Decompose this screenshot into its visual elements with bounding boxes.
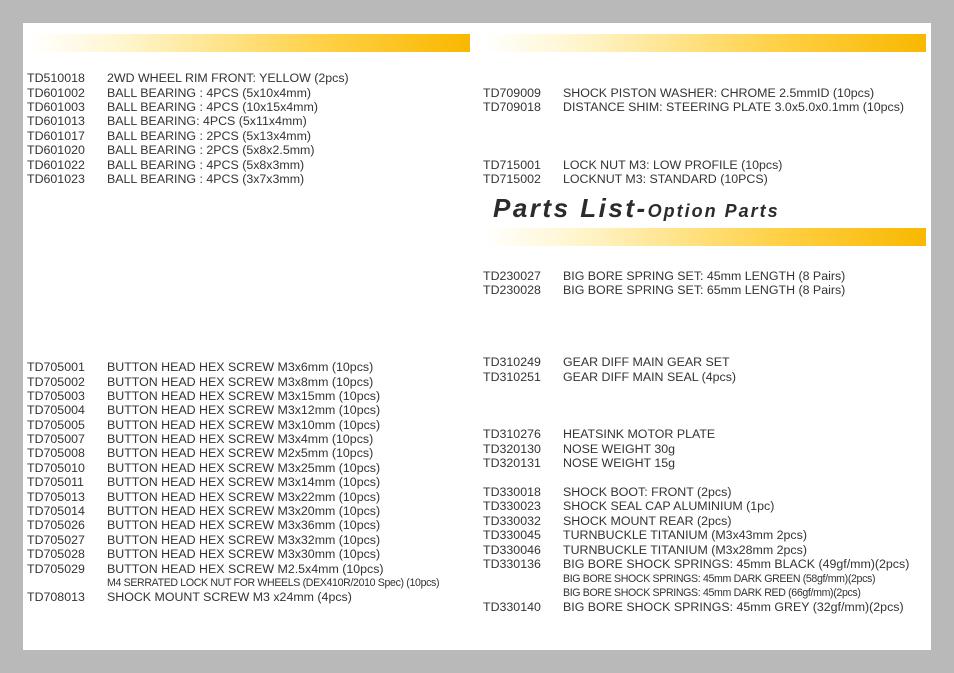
- title-dash: -: [636, 193, 648, 223]
- right-header-bar: [483, 34, 926, 52]
- part-description: GEAR DIFF MAIN SEAL (4pcs): [563, 370, 737, 384]
- part-code: TD601013: [27, 114, 85, 128]
- part-code: TD601002: [27, 85, 85, 100]
- part-description: BUTTON HEAD HEX SCREW M3x14mm (10pcs): [107, 475, 381, 489]
- part-description: BIG BORE SPRING SET: 45mm LENGTH (8 Pairs): [563, 269, 846, 283]
- part-code: TD601017: [27, 129, 85, 143]
- part-description: BIG BORE SHOCK SPRINGS: 45mm BLACK (49gf/mm)(2pcs): [563, 557, 910, 571]
- part-description: M4 SERRATED LOCK NUT FOR WHEELS (DEX410R/2010 Spec) (10pcs): [107, 577, 440, 589]
- part-description: 2WD WHEEL RIM FRONT: YELLOW (2pcs): [107, 71, 349, 85]
- part-description: BUTTON HEAD HEX SCREW M3x10mm (10pcs): [107, 418, 381, 432]
- part-description: SHOCK BOOT: FRONT (2pcs): [563, 485, 732, 499]
- part-description: BUTTON HEAD HEX SCREW M3x6mm (10pcs): [107, 360, 374, 374]
- part-description: BUTTON HEAD HEX SCREW M2x5mm (10pcs): [107, 446, 374, 460]
- part-code: TD330140: [483, 600, 541, 614]
- part-description: BALL BEARING: 4PCS (5x11x4mm): [107, 114, 307, 128]
- part-code: TD715001: [483, 158, 541, 172]
- part-code: TD601003: [27, 100, 85, 114]
- part-code: TD230028: [483, 283, 541, 297]
- part-description: TURNBUCKLE TITANIUM (M3x43mm 2pcs): [563, 528, 807, 542]
- part-code: TD705003: [27, 389, 85, 403]
- part-code: TD330032: [483, 514, 541, 528]
- part-code: TD708013: [27, 590, 85, 604]
- part-description: BUTTON HEAD HEX SCREW M3x32mm (10pcs): [107, 533, 381, 547]
- part-code: TD705008: [27, 446, 85, 460]
- part-description: BUTTON HEAD HEX SCREW M2.5x4mm (10pcs): [107, 562, 384, 576]
- part-code: TD601022: [27, 158, 85, 172]
- part-description: TURNBUCKLE TITANIUM (M3x28mm 2pcs): [563, 543, 807, 557]
- part-code: TD601020: [27, 143, 85, 157]
- part-code: TD705005: [27, 418, 85, 432]
- part-description: NOSE WEIGHT 15g: [563, 456, 676, 470]
- part-description: SHOCK PISTON WASHER: CHROME 2.5mmID (10pcs): [563, 86, 875, 100]
- part-description: SHOCK MOUNT REAR (2pcs): [563, 514, 732, 528]
- part-description: BALL BEARING : 4PCS (5x8x3mm): [107, 158, 305, 172]
- part-description: BIG BORE SHOCK SPRINGS: 45mm DARK RED (66gf/mm)(2pcs): [563, 587, 861, 599]
- part-code: TD705011: [27, 475, 84, 489]
- part-description: NOSE WEIGHT 30g: [563, 442, 676, 456]
- part-description: BUTTON HEAD HEX SCREW M3x15mm (10pcs): [107, 389, 381, 403]
- part-description: SHOCK SEAL CAP ALUMINIUM (1pc): [563, 499, 775, 513]
- part-description: BIG BORE SPRING SET: 65mm LENGTH (8 Pairs): [563, 283, 846, 297]
- part-code: TD715002: [483, 172, 541, 186]
- part-code: TD709018: [483, 100, 541, 114]
- part-code: TD705001: [27, 360, 85, 374]
- part-code: TD705027: [27, 533, 85, 547]
- page-title: [493, 193, 780, 224]
- part-description: BUTTON HEAD HEX SCREW M3x25mm (10pcs): [107, 461, 381, 475]
- part-description: BUTTON HEAD HEX SCREW M3x12mm (10pcs): [107, 403, 381, 417]
- part-code: TD705010: [27, 461, 85, 475]
- part-description: BALL BEARING : 2PCS (5x13x4mm): [107, 129, 312, 143]
- part-code: TD705028: [27, 547, 85, 561]
- part-description: GEAR DIFF MAIN GEAR SET: [563, 355, 730, 369]
- part-code: TD320131: [483, 456, 541, 470]
- left-header-bar: [30, 34, 470, 52]
- part-code: TD709009: [483, 86, 541, 100]
- part-code: TD705002: [27, 375, 85, 389]
- title-sub: Option Parts: [647, 201, 780, 221]
- part-code: TD601023: [27, 172, 85, 186]
- part-code: TD310249: [483, 355, 541, 369]
- part-code: TD330045: [483, 528, 541, 542]
- part-description: BALL BEARING : 4PCS (10x15x4mm): [107, 100, 318, 114]
- part-code: TD310251: [483, 370, 541, 384]
- part-description: BIG BORE SHOCK SPRINGS: 45mm GREY (32gf/mm)(2pcs): [563, 600, 904, 614]
- option-parts-bar: [483, 228, 926, 246]
- part-description: HEATSINK MOTOR PLATE: [563, 427, 716, 441]
- part-code: TD705029: [27, 562, 85, 576]
- part-code: TD705004: [27, 403, 85, 417]
- part-description: BUTTON HEAD HEX SCREW M3x30mm (10pcs): [107, 547, 381, 561]
- part-description: BUTTON HEAD HEX SCREW M3x36mm (10pcs): [107, 518, 381, 532]
- part-code: TD230027: [483, 269, 541, 283]
- part-description: BUTTON HEAD HEX SCREW M3x8mm (10pcs): [107, 375, 374, 389]
- part-code: TD705026: [27, 518, 85, 532]
- part-description: BUTTON HEAD HEX SCREW M3x20mm (10pcs): [107, 504, 381, 518]
- part-code: TD320130: [483, 442, 541, 456]
- part-description: BALL BEARING : 4PCS (3x7x3mm): [107, 172, 305, 186]
- part-code: TD705007: [27, 432, 85, 446]
- part-description: LOCK NUT M3: LOW PROFILE (10pcs): [563, 158, 783, 172]
- part-description: DISTANCE SHIM: STEERING PLATE 3.0x5.0x0.1mm (10pcs): [563, 100, 905, 114]
- part-code: TD705014: [27, 504, 85, 518]
- part-description: BIG BORE SHOCK SPRINGS: 45mm DARK GREEN (58gf/mm)(2pcs): [563, 573, 876, 585]
- title-main: Parts List: [493, 193, 637, 223]
- part-code: TD330018: [483, 485, 541, 499]
- part-code: TD310276: [483, 427, 541, 441]
- part-description: BUTTON HEAD HEX SCREW M3x22mm (10pcs): [107, 490, 381, 504]
- part-description: BALL BEARING : 2PCS (5x8x2.5mm): [107, 143, 315, 157]
- part-code: TD705013: [27, 490, 85, 504]
- part-code: TD330136: [483, 557, 541, 571]
- part-description: LOCKNUT M3: STANDARD (10PCS): [563, 172, 768, 186]
- part-code: TD330046: [483, 543, 541, 557]
- part-code: TD510018: [27, 71, 85, 85]
- part-description: SHOCK MOUNT SCREW M3 x24mm (4pcs): [107, 590, 352, 604]
- part-description: BALL BEARING : 4PCS (5x10x4mm): [107, 85, 312, 100]
- part-code: TD330023: [483, 499, 541, 513]
- part-description: BUTTON HEAD HEX SCREW M3x4mm (10pcs): [107, 432, 374, 446]
